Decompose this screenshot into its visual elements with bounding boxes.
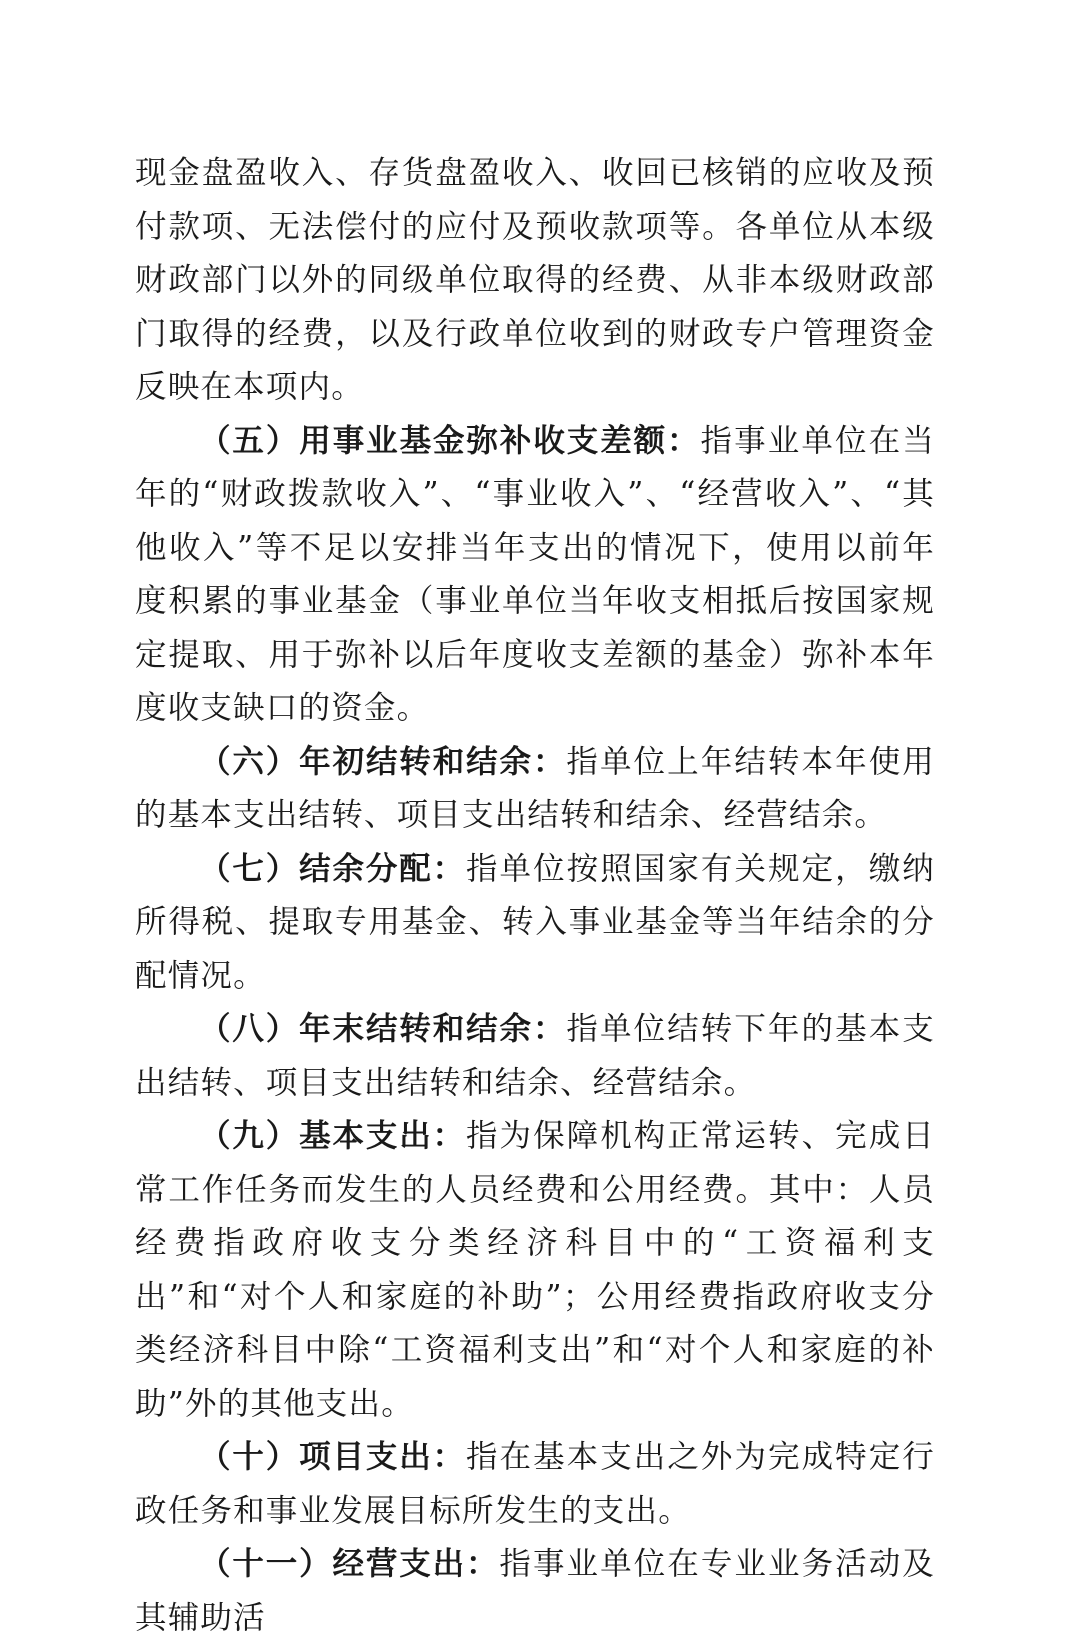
paragraph-text: 现金盘盈收入、存货盘盈收入、收回已核销的应收及预付款项、无法偿付的应付及预收款项等。各单位从本级财政部门以外的同级单位取得的经费、从非本级财政部门取得的经费，以及行政单位收到的财政专户管理资金反映在本项内。 [135, 155, 935, 405]
paragraph-10 [135, 1431, 935, 1538]
paragraph-7 [135, 843, 935, 1004]
paragraph-8 [135, 1003, 935, 1110]
paragraph-term: （九）基本支出： [199, 1118, 466, 1154]
paragraph-term: （七）结余分配： [199, 850, 466, 887]
paragraph-term: （八）年末结转和结余： [199, 1011, 567, 1047]
paragraph-text: 指在基本支出之外为完成特定行政任务和事业发展目标所发生的支出。 [135, 1439, 935, 1529]
paragraph-term: （五）用事业基金弥补收支差额： [199, 422, 701, 459]
paragraph-text: 指单位上年结转本年使用的基本支出结转、项目支出结转和结余、经营结余。 [135, 743, 935, 833]
paragraph-term: （十）项目支出： [199, 1439, 466, 1475]
document-page [135, 147, 935, 1645]
paragraph-text: 指为保障机构正常运转、完成日常工作任务而发生的人员经费和公用经费。其中：人员经费指政府收支分类经济科目中的“工资福利支出”和“对个人和家庭的补助”；公用经费指政府收支分类经济科目中除“工资福利支出”和“对个人和家庭的补助”外的其他支出。 [135, 1118, 935, 1422]
paragraph-term: （十一）经营支出： [199, 1546, 500, 1582]
paragraph-6 [135, 736, 935, 843]
paragraph-term: （六）年初结转和结余： [199, 743, 567, 780]
paragraph-11 [135, 1538, 935, 1645]
paragraph-text: 指事业单位在当年的“财政拨款收入”、“事业收入”、“经营收入”、“其他收入”等不足以安排当年支出的情况下，使用以前年度积累的事业基金（事业单位当年收支相抵后按国家规定提取、用于弥补以后年度收支差额的基金）弥补本年度收支缺口的资金。 [135, 422, 935, 726]
paragraph-text: 指单位结转下年的基本支出结转、项目支出结转和结余、经营结余。 [135, 1011, 935, 1101]
paragraph-continuation [135, 147, 935, 415]
paragraph-5 [135, 415, 935, 736]
paragraph-text: 指单位按照国家有关规定，缴纳所得税、提取专用基金、转入事业基金等当年结余的分配情况。 [135, 850, 935, 994]
paragraph-9 [135, 1110, 935, 1431]
paragraph-text: 指事业单位在专业业务活动及其辅助活 [135, 1546, 935, 1636]
